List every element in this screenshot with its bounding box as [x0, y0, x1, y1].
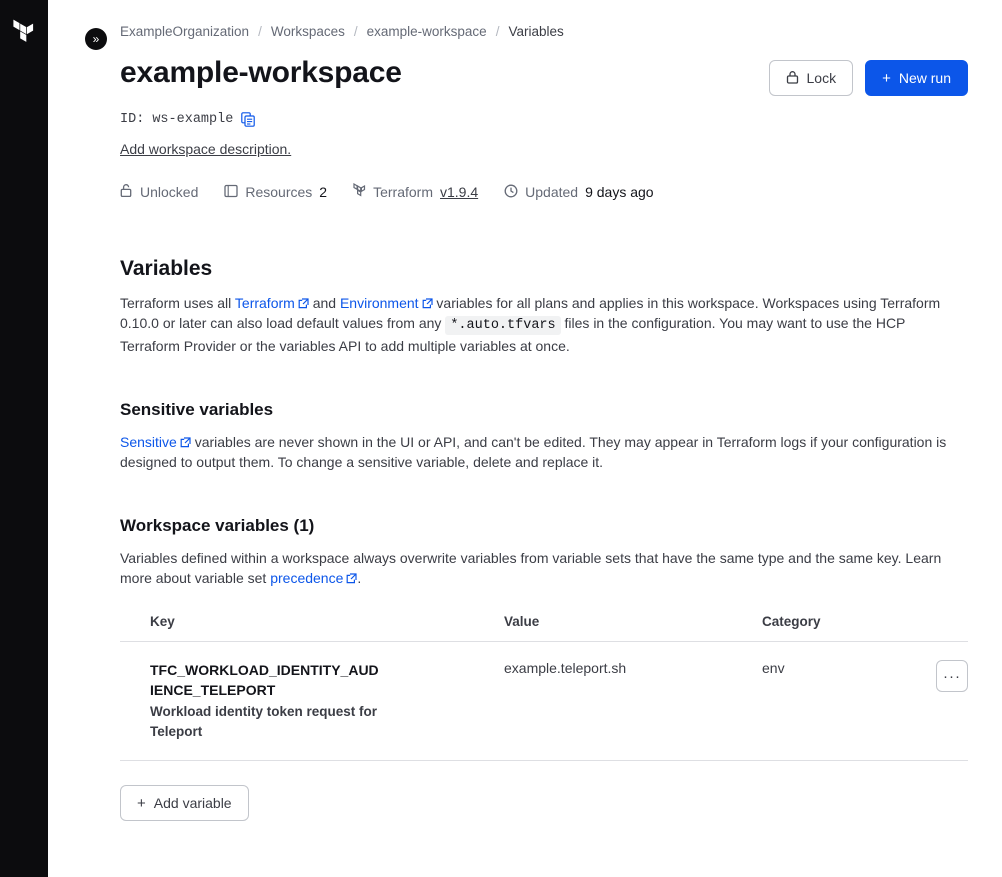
workspace-id-row: [120, 112, 968, 127]
add-variable-label: Add variable: [153, 795, 232, 811]
workspace-variables-title: Workspace variables (1): [120, 516, 315, 535]
left-nav-rail: [0, 0, 48, 877]
column-header-actions: [932, 614, 968, 642]
clock-icon: [504, 184, 518, 201]
page-content: [48, 0, 1002, 821]
workspace-variables-description: [120, 548, 968, 588]
sensitive-variables-title: Sensitive variables: [120, 400, 274, 419]
terraform-variables-link[interactable]: Terraform: [234, 295, 295, 311]
variables-intro-part2: and: [308, 295, 340, 311]
sensitive-variables-description: [120, 432, 968, 472]
variable-value: example.teleport.sh: [504, 660, 627, 676]
variable-key-cell: [120, 642, 504, 761]
new-run-button-label: New run: [898, 70, 951, 86]
variables-table-body: [120, 642, 968, 761]
header-actions: [769, 56, 968, 96]
variables-section-description: [120, 293, 968, 356]
breadcrumb-separator: /: [353, 23, 358, 39]
table-row: [120, 642, 968, 761]
row-overflow-menu-button[interactable]: [936, 660, 968, 692]
column-header-key: Key: [120, 614, 504, 642]
variable-category: env: [762, 660, 785, 676]
variable-key: TFC_WORKLOAD_IDENTITY_AUDIENCE_TELEPORT: [150, 662, 379, 698]
main-area: [48, 0, 1002, 877]
updated-value: 9 days ago: [585, 184, 654, 200]
terraform-version-meta: [353, 183, 478, 201]
breadcrumb-item-workspaces[interactable]: Workspaces: [270, 23, 345, 39]
variables-intro-part3: variables for all plans and applies in this workspace. Workspaces using Terraform 0.10.0 or later can also load default values from any: [120, 295, 941, 331]
terraform-mark-icon: [353, 183, 366, 201]
breadcrumb-separator: /: [258, 23, 262, 39]
terraform-logo-icon[interactable]: [11, 18, 37, 48]
breadcrumb-separator: /: [495, 23, 500, 39]
lock-status-label: Unlocked: [140, 184, 199, 200]
terraform-label: Terraform: [373, 184, 433, 200]
workspace-id-value: ws-example: [152, 112, 234, 127]
table-header-row: [120, 614, 968, 642]
updated-label: Updated: [525, 184, 579, 200]
expand-sidebar-button[interactable]: [85, 28, 107, 50]
workspace-variables-desc-part1: Variables defined within a workspace always overwrite variables from variable sets that have the same type and the same key. Learn more about variable set: [120, 550, 942, 586]
breadcrumb: [120, 0, 968, 38]
chevron-double-right-icon: »: [92, 32, 100, 46]
external-link-icon: [298, 294, 309, 305]
lock-button-label: Lock: [806, 70, 837, 86]
breadcrumb-item-organization[interactable]: ExampleOrganization: [120, 23, 250, 39]
add-workspace-description-link[interactable]: Add workspace description.: [120, 141, 292, 157]
variable-description: Workload identity token request for Teleport: [150, 704, 378, 739]
plus-icon: +: [882, 69, 891, 87]
variables-section-title: Variables: [120, 257, 213, 280]
terraform-version-link[interactable]: v1.9.4: [440, 184, 479, 200]
resources-icon: [224, 184, 238, 201]
variable-category-cell: [762, 642, 932, 761]
variables-intro-part4: files in the configuration. You may want to use the HCP Terraform Provider or the variables API to add multiple variables at once.: [120, 315, 906, 354]
sensitive-link[interactable]: Sensitive: [120, 434, 177, 450]
variables-table: [120, 614, 968, 761]
variables-intro-part1: Terraform uses all: [120, 295, 235, 311]
external-link-icon: [346, 569, 357, 580]
lock-button[interactable]: [769, 60, 854, 96]
add-variable-button[interactable]: [120, 785, 249, 821]
lock-icon: [786, 70, 799, 87]
variables-table-header: [120, 614, 968, 642]
page-header: [120, 56, 968, 96]
copy-icon[interactable]: [241, 112, 255, 127]
precedence-link[interactable]: precedence: [270, 570, 344, 586]
external-link-icon: [180, 433, 191, 444]
column-header-category: Category: [762, 614, 932, 642]
resources-count: 2: [319, 184, 328, 200]
updated-meta: [504, 184, 653, 201]
workspace-id-label: ID:: [120, 112, 145, 127]
lock-status: [120, 183, 198, 201]
sensitive-text: variables are never shown in the UI or API, and can't be edited. They may appear in Terraform logs if your configuration is designed to output them. To change a sensitive variable, delete and replace it.: [120, 434, 947, 470]
breadcrumb-item-workspace[interactable]: example-workspace: [366, 23, 487, 39]
external-link-icon: [422, 294, 433, 305]
breadcrumb-item-current: Variables: [508, 23, 564, 39]
workspace-variables-desc-part2: .: [357, 570, 362, 586]
column-header-value: Value: [504, 614, 762, 642]
environment-variables-link[interactable]: Environment: [339, 295, 419, 311]
page-title: example-workspace: [120, 56, 402, 89]
ellipsis-icon: ···: [943, 667, 961, 685]
variable-value-cell: [504, 642, 762, 761]
variable-actions-cell: [932, 642, 968, 761]
workspace-meta-row: [120, 183, 968, 201]
new-run-button[interactable]: [865, 60, 968, 96]
resources-meta: [224, 184, 327, 201]
unlocked-padlock-icon: [120, 183, 133, 201]
add-variable-row: [120, 785, 968, 821]
resources-label: Resources: [245, 184, 313, 200]
autotfvars-code: *.auto.tfvars: [445, 316, 560, 335]
plus-icon: +: [137, 794, 146, 812]
